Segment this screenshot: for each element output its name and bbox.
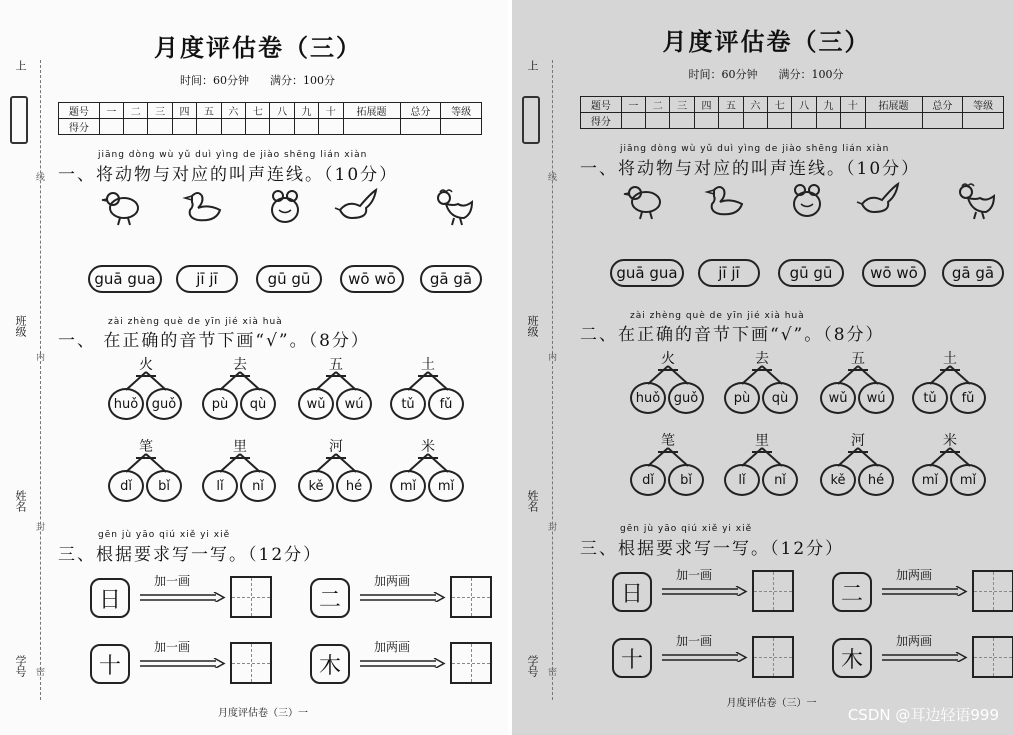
cherry-char: 五 [851,351,865,367]
syllable-option[interactable]: wǔ [820,382,856,414]
score-header-row [581,97,1004,113]
char-box: 日 [612,572,652,612]
time-label: 时间：60分钟 [180,74,249,87]
sound-oval: wō wō [340,265,404,293]
time-label: 时间：60分钟 [688,68,758,81]
syllable-option[interactable]: bǐ [668,464,704,496]
sound-oval: guā gua [610,259,684,287]
cherry-item [106,356,188,426]
score-cell[interactable] [270,119,294,135]
syllable-option[interactable]: mǐ [912,464,948,496]
score-header-cell: 五 [719,97,743,113]
double-arrow-icon [360,658,446,668]
stroke-instruction: 加两画 [896,634,933,648]
syllable-option[interactable]: tǔ [390,388,426,420]
syllable-option[interactable]: dǐ [108,470,144,502]
score-header-cell: 三 [148,103,172,119]
cherry-item [106,438,188,508]
binding-mark: 密 [36,668,46,678]
double-arrow-icon [882,652,968,662]
sound-oval: gū gū [778,259,844,287]
score-header-cell: 等级 [441,103,482,119]
char-box: 木 [310,644,350,684]
writing-grid[interactable] [230,576,272,618]
cherry-char: 笔 [661,433,675,449]
watermark: CSDN @耳边轻语999 [847,706,999,724]
q2-pinyin: zài zhèng què de yīn jié xià huà [630,311,805,321]
cherry-item [628,432,710,502]
duck-icon [182,188,228,226]
page-title: 月度评估卷（三） [154,33,362,62]
score-cell[interactable] [99,119,123,135]
score-cell[interactable] [172,119,196,135]
score-cell[interactable] [343,119,400,135]
page-title: 月度评估卷（三） [662,27,871,56]
q1-text: 一、将动物与对应的叫声连线。（10分） [580,159,921,179]
binding-label: 班级 [526,315,539,337]
cherry-item [722,432,804,502]
cherry-item [388,356,470,426]
score-cell[interactable] [743,113,767,129]
binding-mark: 线 [548,173,558,183]
binding-label: 班级 [14,315,27,337]
cherry-char: 土 [943,351,957,367]
sound-oval: gū gū [256,265,322,293]
char-box: 十 [612,638,652,678]
writing-grid[interactable] [230,642,272,684]
binding-label: 姓名 [14,490,27,512]
cherry-item [296,356,378,426]
cherry-char: 土 [421,357,435,373]
score-cell[interactable] [816,113,840,129]
exam-sheet [512,0,1013,735]
syllable-option[interactable]: tǔ [912,382,948,414]
q2-text: 二、在正确的音节下画“√”。（8分） [580,325,885,345]
binding-label: 学号 [526,655,539,677]
score-row-label: 得分 [59,119,100,135]
syllable-option[interactable]: qù [762,382,798,414]
syllable-option[interactable]: wú [336,388,372,420]
syllable-option[interactable]: mǐ [390,470,426,502]
score-label: 满分：100分 [778,68,844,81]
scan-right-panel [512,0,1013,735]
syllable-option[interactable]: pù [724,382,760,414]
score-header-cell: 十 [841,97,865,113]
score-header-cell: 一 [621,97,645,113]
writing-grid[interactable] [752,636,794,678]
double-arrow-icon [140,592,226,602]
score-header-cell: 七 [768,97,792,113]
score-header-cell: 二 [646,97,670,113]
stroke-instruction: 加两画 [374,640,411,654]
score-cell[interactable] [124,119,148,135]
binding-label: 姓名 [526,490,539,512]
binding-mark: 内 [548,353,558,363]
double-arrow-icon [662,652,748,662]
binding-label: 上 [526,60,539,71]
cherry-char: 米 [943,433,957,449]
score-cell[interactable] [792,113,816,129]
syllable-option[interactable]: fǔ [428,388,464,420]
syllable-option[interactable]: mǐ [428,470,464,502]
score-header-cell: 七 [246,103,270,119]
q1-text: 一、将动物与对应的叫声连线。（10分） [58,165,399,185]
syllable-option[interactable]: hé [336,470,372,502]
q1-pinyin: jiāng dòng wù yǔ duì yìng de jiào shēng lián xiàn [98,150,368,160]
score-header-cell: 三 [670,97,694,113]
syllable-option[interactable]: dǐ [630,464,666,496]
cherry-char: 笔 [139,439,153,455]
q1-pinyin: jiāng dòng wù yǔ duì yìng de jiào shēng lián xiàn [620,144,890,154]
syllable-option[interactable]: pù [202,388,238,420]
syllable-option[interactable]: hé [858,464,894,496]
cherry-char: 里 [755,433,769,449]
cut-line [552,60,553,700]
score-header-cell: 四 [694,97,718,113]
score-header-cell: 十 [319,103,343,119]
syllable-option[interactable]: qù [240,388,276,420]
stroke-instruction: 加一画 [676,568,713,582]
double-arrow-icon [360,592,446,602]
stroke-instruction: 加一画 [676,634,713,648]
stroke-instruction: 加一画 [154,574,191,588]
char-box: 十 [90,644,130,684]
cherry-item [388,438,470,508]
binding-strip [6,60,46,700]
score-cell[interactable] [246,119,270,135]
score-cell[interactable] [400,119,441,135]
score-label: 满分：100分 [270,74,335,87]
cherry-char: 米 [421,439,435,455]
score-cell[interactable] [294,119,318,135]
cherry-char: 火 [661,351,675,367]
frog-icon [784,182,830,220]
rooster-icon [952,182,998,220]
syllable-option[interactable]: nǐ [762,464,798,496]
score-header-label: 题号 [581,97,622,113]
cherry-item [200,438,282,508]
score-header-row [59,103,482,119]
syllable-option[interactable]: bǐ [146,470,182,502]
score-cell[interactable] [719,113,743,129]
score-cell[interactable] [221,119,245,135]
score-header-cell: 总分 [922,97,963,113]
score-header-label: 题号 [59,103,100,119]
binding-mark: 封 [36,523,46,533]
cherry-item [818,432,900,502]
score-cell[interactable] [319,119,343,135]
score-header-cell: 二 [124,103,148,119]
score-cell[interactable] [865,113,922,129]
sound-oval: gā gā [420,265,482,293]
bird-icon [856,182,902,220]
score-header-cell: 五 [197,103,221,119]
chick-icon [100,188,146,226]
score-header-cell: 四 [172,103,196,119]
syllable-option[interactable]: fǔ [950,382,986,414]
syllable-option[interactable]: lǐ [202,470,238,502]
syllable-option[interactable]: wú [858,382,894,414]
syllable-option[interactable]: guǒ [146,388,182,420]
binding-strip [518,60,558,700]
stroke-instruction: 加两画 [896,568,933,582]
publisher-logo [522,96,540,144]
cherry-char: 火 [139,357,153,373]
syllable-option[interactable]: wǔ [298,388,334,420]
binding-mark: 线 [36,173,46,183]
char-box: 二 [310,578,350,618]
score-header-cell: 六 [743,97,767,113]
cherry-item [910,350,992,420]
score-header-cell: 总分 [400,103,441,119]
score-cell[interactable] [646,113,670,129]
stroke-instruction: 加两画 [374,574,411,588]
score-value-row [581,113,1004,129]
writing-grid[interactable] [972,570,1013,612]
q3-pinyin: gēn jù yāo qiú xiě yi xiě [98,530,231,540]
cherry-char: 河 [851,433,865,449]
writing-grid[interactable] [752,570,794,612]
sound-oval: jī jī [698,259,760,287]
cut-line [40,60,41,700]
cherry-char: 里 [233,439,247,455]
q3-text: 三、根据要求写一写。（12分） [580,539,845,559]
syllable-option[interactable]: huǒ [630,382,666,414]
rooster-icon [430,188,476,226]
binding-mark: 密 [548,668,558,678]
sound-oval: gā gā [942,259,1004,287]
bird-icon [334,188,380,226]
cherry-item [722,350,804,420]
syllable-option[interactable]: guǒ [668,382,704,414]
char-box: 二 [832,572,872,612]
score-header-cell: 等级 [963,97,1004,113]
syllable-option[interactable]: kě [820,464,856,496]
page-footer: 月度评估卷（三）一 [726,698,817,709]
q2-text: 一、 在正确的音节下画“√”。（8分） [58,331,370,351]
cherry-item [628,350,710,420]
score-cell[interactable] [621,113,645,129]
cherry-item [200,356,282,426]
char-box: 木 [832,638,872,678]
sound-oval: guā gua [88,265,162,293]
cherry-char: 河 [329,439,343,455]
writing-grid[interactable] [450,576,492,618]
publisher-logo [10,96,28,144]
syllable-option[interactable]: kě [298,470,334,502]
score-cell[interactable] [963,113,1004,129]
score-cell[interactable] [441,119,482,135]
sound-oval: jī jī [176,265,238,293]
score-cell[interactable] [670,113,694,129]
q3-pinyin: gēn jù yāo qiú xiě yi xiě [620,524,753,534]
score-table [58,102,482,135]
double-arrow-icon [662,586,748,596]
score-header-cell: 一 [99,103,123,119]
score-header-cell: 九 [816,97,840,113]
score-header-cell: 拓展题 [865,97,922,113]
score-header-cell: 八 [270,103,294,119]
score-table [580,96,1004,129]
q2-pinyin: zài zhèng què de yīn jié xià huà [108,317,283,327]
binding-label: 上 [14,60,27,71]
syllable-option[interactable]: mǐ [950,464,986,496]
score-cell[interactable] [694,113,718,129]
writing-grid[interactable] [450,642,492,684]
cherry-item [296,438,378,508]
score-cell[interactable] [197,119,221,135]
score-header-cell: 六 [221,103,245,119]
score-row-label: 得分 [581,113,622,129]
cherry-char: 五 [329,357,343,373]
stroke-instruction: 加一画 [154,640,191,654]
binding-label: 学号 [14,655,27,677]
sound-oval: wō wō [862,259,926,287]
score-header-cell: 九 [294,103,318,119]
score-header-cell: 八 [792,97,816,113]
chick-icon [622,182,668,220]
binding-mark: 内 [36,353,46,363]
score-cell[interactable] [768,113,792,129]
score-cell[interactable] [841,113,865,129]
cherry-item [910,432,992,502]
double-arrow-icon [140,658,226,668]
syllable-option[interactable]: huǒ [108,388,144,420]
cherry-item [818,350,900,420]
cherry-char: 去 [755,351,769,367]
syllable-option[interactable]: nǐ [240,470,276,502]
score-cell[interactable] [922,113,963,129]
cherry-char: 去 [233,357,247,373]
double-arrow-icon [882,586,968,596]
duck-icon [704,182,750,220]
binding-mark: 封 [548,523,558,533]
frog-icon [262,188,308,226]
char-box: 日 [90,578,130,618]
page-footer: 月度评估卷（三）一 [218,708,308,719]
score-cell[interactable] [148,119,172,135]
q3-text: 三、根据要求写一写。（12分） [58,545,323,565]
writing-grid[interactable] [972,636,1013,678]
score-header-cell: 拓展题 [343,103,400,119]
syllable-option[interactable]: lǐ [724,464,760,496]
score-value-row [59,119,482,135]
